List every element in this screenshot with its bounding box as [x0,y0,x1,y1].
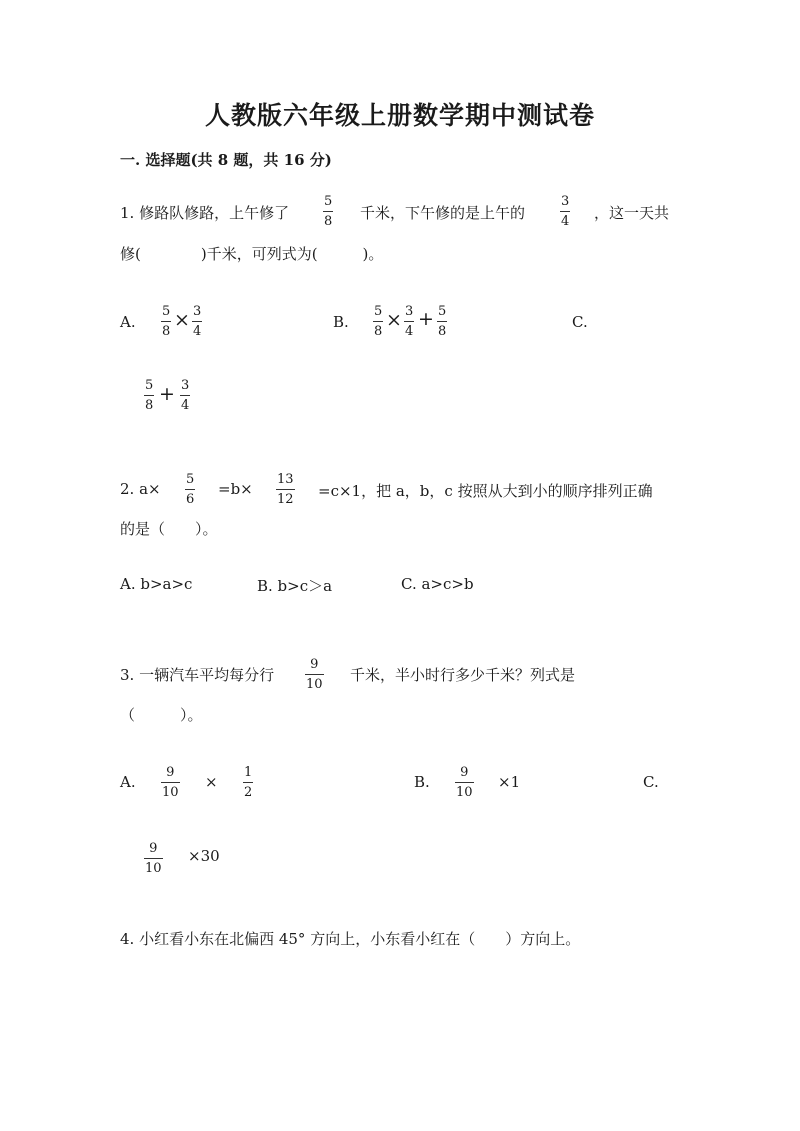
q3-text-part1: 3. 一辆汽车平均每分行 [120,666,275,684]
denominator: 4 [180,395,190,412]
q3-option-c-fraction [144,842,163,875]
q2-text-part3: =c×1，把 a，b，c 按照从大到小的顺序排列正确 [318,482,653,500]
q3-text-part2: 千米，半小时行多少千米？列式是 [350,666,576,684]
q1-text-line2: 修( )千米，可列式为( )。 [120,245,384,263]
q1-option-b-operator-1: × [386,309,402,331]
numerator: 9 [149,841,158,856]
denominator: 8 [161,321,171,338]
q3-option-c-label: C. [643,773,659,791]
q2-text-part2: =b× [218,480,253,498]
q2-fraction-1 [185,473,195,506]
q2-option-c: C. a>c>b [401,575,474,593]
q3-fraction-1 [305,658,324,691]
q1-text-part3: ，这一天共 [594,204,670,222]
numerator: 5 [324,194,333,209]
q1-fraction-2 [560,195,570,228]
numerator: 3 [405,304,414,319]
q1-option-c-fraction-2 [180,379,190,412]
q3-option-b-label: B. [414,773,430,791]
denominator: 6 [185,489,195,506]
numerator: 9 [460,765,469,780]
q3-option-c-operator: ×30 [188,847,220,865]
q1-option-c-operator: + [159,383,175,405]
denominator: 8 [144,395,154,412]
q2-fraction-2 [276,473,295,506]
q2-text-line2: 的是（ ）。 [120,520,218,538]
q3-option-b-fraction [455,766,474,799]
q3-option-a-label: A. [120,773,136,791]
q1-text-part2: 千米，下午修的是上午的 [360,204,526,222]
q3-text-line2: （ ）。 [120,706,203,724]
denominator: 2 [243,782,253,799]
numerator: 9 [166,765,175,780]
denominator: 12 [276,489,295,506]
q1-option-a-fraction-1 [161,305,171,338]
numerator: 5 [374,304,383,319]
denominator: 4 [560,211,570,228]
numerator: 3 [561,194,570,209]
denominator: 10 [144,858,163,875]
denominator: 4 [404,321,414,338]
numerator: 9 [310,657,319,672]
q1-option-a-label: A. [120,313,136,331]
denominator: 8 [323,211,333,228]
numerator: 3 [181,378,190,393]
denominator: 10 [455,782,474,799]
q2-text-part1: 2. a× [120,480,161,498]
q3-option-b-operator: ×1 [498,773,521,791]
denominator: 8 [437,321,447,338]
q1-option-b-label: B. [333,313,349,331]
q2-option-b: B. b>c＞a [257,577,333,595]
q3-option-a-fraction-2 [243,766,253,799]
page-title: 人教版六年级上册数学期中测试卷 [204,101,595,130]
q2-option-a: A. b>a>c [120,575,193,593]
numerator: 3 [193,304,202,319]
q1-text-part1: 1. 修路队修路，上午修了 [120,204,290,222]
numerator: 5 [145,378,154,393]
q1-option-b-fraction-2 [404,305,414,338]
numerator: 5 [162,304,171,319]
q1-option-a-fraction-2 [192,305,202,338]
numerator: 5 [186,472,195,487]
denominator: 10 [305,674,324,691]
q1-option-b-fraction-1 [373,305,383,338]
q1-option-c-fraction-1 [144,379,154,412]
q1-option-c-label: C. [572,313,588,331]
q3-option-a-fraction-1 [161,766,180,799]
q3-option-a-operator: × [205,773,218,791]
question-4-text: 4. 小红看小东在北偏西 45° 方向上，小东看小红在（ ）方向上。 [120,930,581,948]
q1-option-b-operator-2: + [418,308,434,330]
denominator: 10 [161,782,180,799]
numerator: 13 [277,472,294,487]
q1-option-a-operator: × [174,309,190,331]
denominator: 4 [192,321,202,338]
q1-fraction-1 [323,195,333,228]
q1-option-b-fraction-3 [437,305,447,338]
numerator: 5 [438,304,447,319]
section-heading: 一. 选择题(共 8 题，共 16 分) [120,151,332,169]
denominator: 8 [373,321,383,338]
numerator: 1 [244,765,253,780]
